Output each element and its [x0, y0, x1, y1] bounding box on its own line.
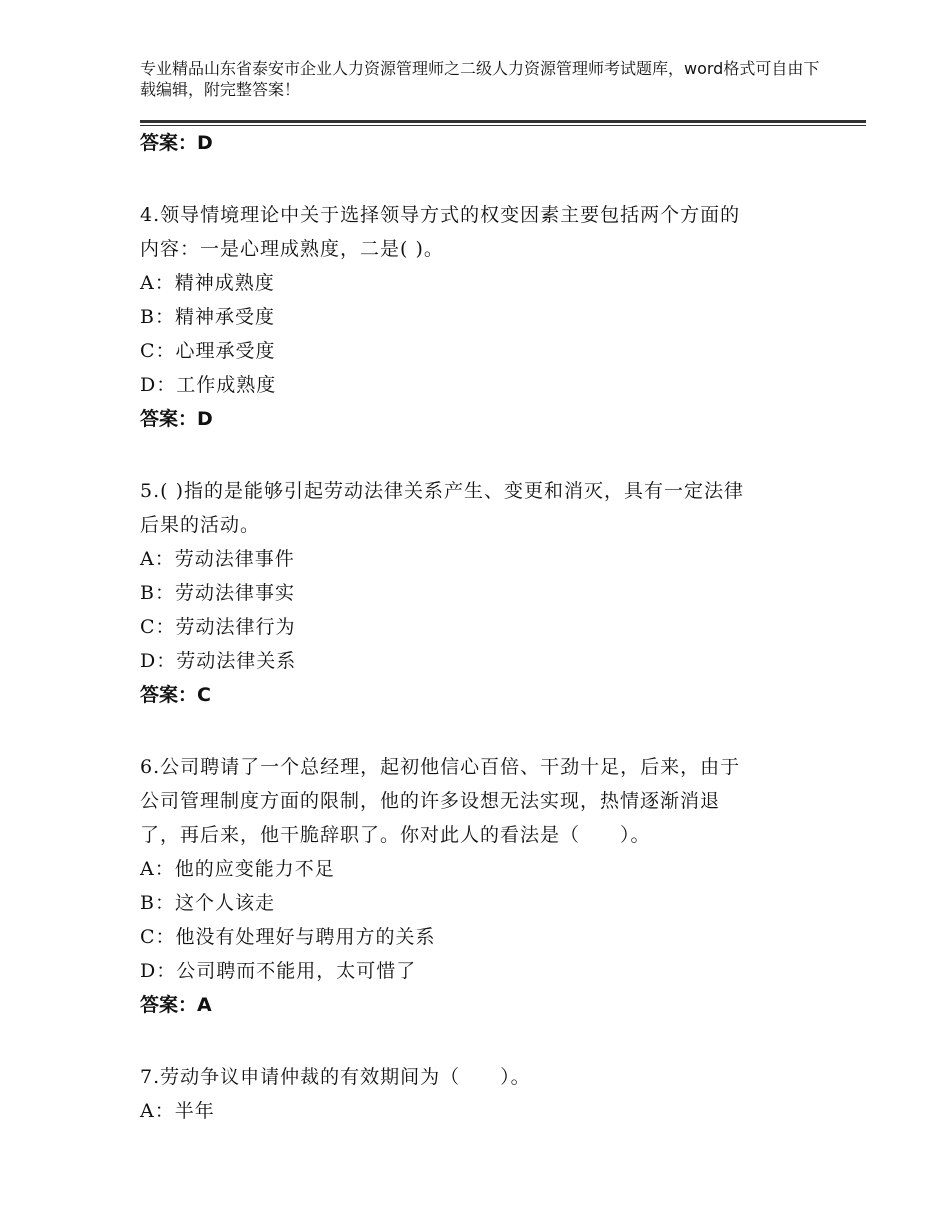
header-rule-thick [140, 120, 866, 123]
option-c: C：劳动法律行为 [140, 616, 296, 638]
option-b: B：精神承受度 [140, 306, 275, 328]
option-a: A：精神成熟度 [140, 272, 275, 294]
answer: 答案：A [140, 994, 212, 1016]
question-stem-line: 公司管理制度方面的限制，他的许多设想无法实现，热情逐渐消退 [140, 790, 721, 812]
option-a: A：半年 [140, 1100, 215, 1122]
question-stem-line: 6.公司聘请了一个总经理，起初他信心百倍、干劲十足，后来，由于 [140, 756, 741, 778]
previous-answer: 答案：D [140, 132, 213, 154]
answer: 答案：C [140, 684, 211, 706]
question-stem-line: 后果的活动。 [140, 514, 261, 536]
option-d: D：工作成熟度 [140, 374, 277, 396]
question-list [140, 126, 820, 1128]
option-a: A：他的应变能力不足 [140, 858, 335, 880]
option-d: D：公司聘而不能用，太可惜了 [140, 960, 417, 982]
question-stem-line: 内容：一是心理成熟度，二是( )。 [140, 238, 444, 260]
document-header: 专业精品山东省泰安市企业人力资源管理师之二级人力资源管理师考试题库，word格式可自由下载编辑，附完整答案！ [140, 59, 820, 99]
option-d: D：劳动法律关系 [140, 650, 297, 672]
option-c: C：心理承受度 [140, 340, 276, 362]
question-4 [140, 198, 820, 436]
option-b: B：这个人该走 [140, 892, 275, 914]
question-stem-line: 4.领导情境理论中关于选择领导方式的权变因素主要包括两个方面的 [140, 204, 741, 226]
question-stem-line: 5.( )指的是能够引起劳动法律关系产生、变更和消灭，具有一定法律 [140, 480, 744, 502]
option-a: A：劳动法律事件 [140, 548, 295, 570]
question-6 [140, 750, 820, 1022]
answer: 答案：D [140, 408, 213, 430]
question-5 [140, 474, 820, 712]
question-7 [140, 1060, 820, 1128]
option-c: C：他没有处理好与聘用方的关系 [140, 926, 436, 948]
question-stem-line: 了，再后来，他干脆辞职了。你对此人的看法是（ ）。 [140, 824, 651, 846]
option-b: B：劳动法律事实 [140, 582, 295, 604]
question-stem-line: 7.劳动争议申请仲裁的有效期间为（ ）。 [140, 1066, 531, 1088]
